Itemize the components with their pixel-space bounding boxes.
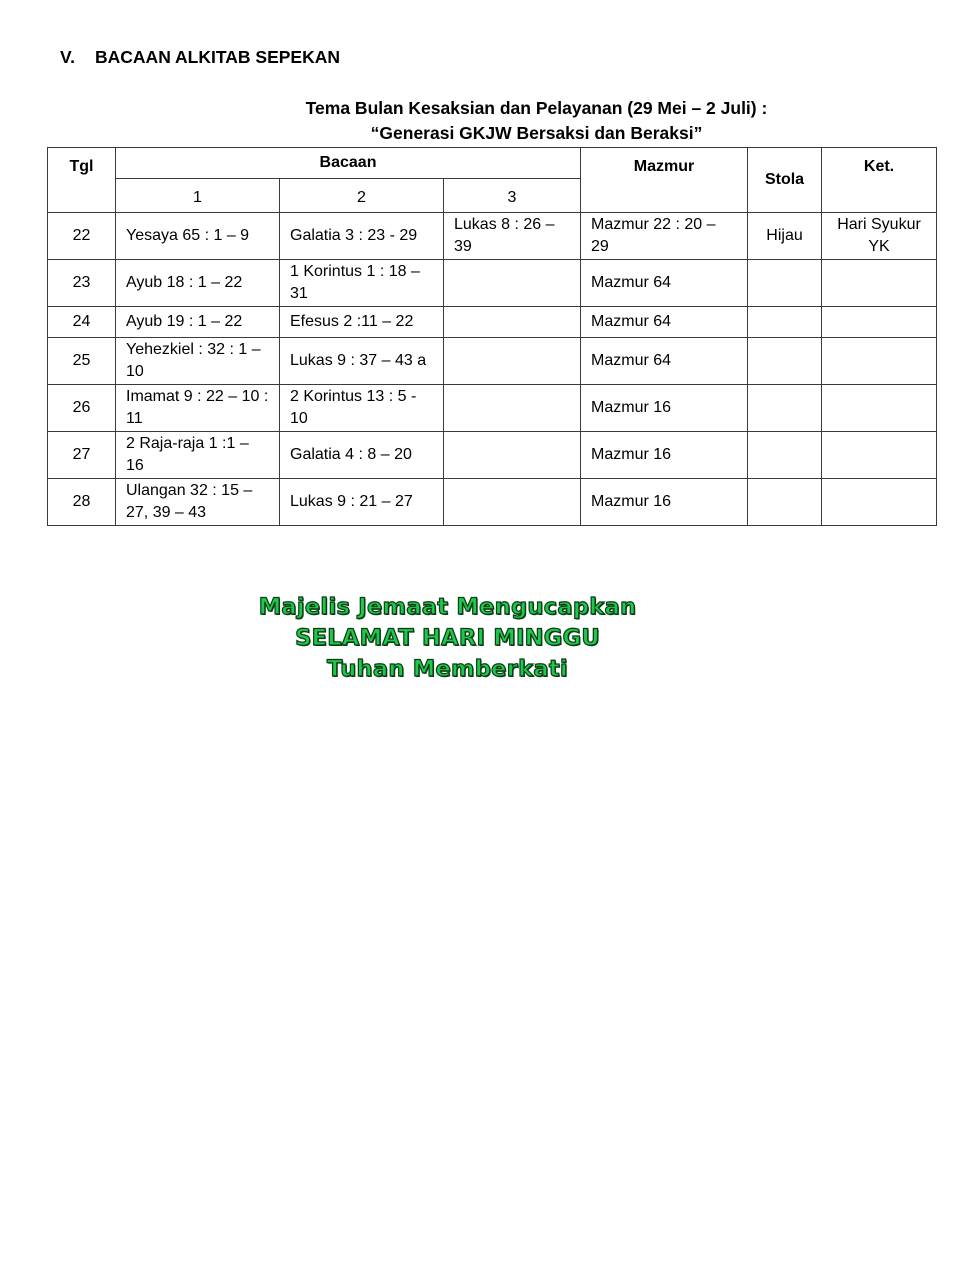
- cell-ket: Hari Syukur YK: [822, 213, 937, 260]
- table-row: [48, 479, 937, 526]
- section-heading: [60, 47, 340, 68]
- cell-stola: [748, 432, 822, 479]
- weekly-readings-table: [47, 147, 937, 526]
- cell-mazmur: Mazmur 16: [581, 432, 748, 479]
- cell-bacaan-3: [444, 260, 581, 307]
- cell-mazmur: Mazmur 64: [581, 338, 748, 385]
- table-row: [48, 213, 937, 260]
- table-row: [48, 307, 937, 338]
- section-number: V.: [60, 47, 75, 67]
- cell-bacaan-1: Yesaya 65 : 1 – 9: [116, 213, 280, 260]
- header-bacaan: Bacaan: [116, 148, 581, 179]
- cell-tgl: 26: [48, 385, 116, 432]
- cell-bacaan-2: Efesus 2 :11 – 22: [280, 307, 444, 338]
- cell-bacaan-2: 2 Korintus 13 : 5 - 10: [280, 385, 444, 432]
- table-row: [48, 432, 937, 479]
- cell-bacaan-3: [444, 307, 581, 338]
- cell-ket: [822, 338, 937, 385]
- cell-tgl: 24: [48, 307, 116, 338]
- cell-mazmur: Mazmur 22 : 20 – 29: [581, 213, 748, 260]
- cell-mazmur: Mazmur 64: [581, 260, 748, 307]
- cell-stola: [748, 307, 822, 338]
- header-ket: Ket.: [822, 148, 937, 213]
- cell-mazmur: Mazmur 16: [581, 385, 748, 432]
- section-title: BACAAN ALKITAB SEPEKAN: [95, 47, 340, 67]
- header-mazmur: Mazmur: [581, 148, 748, 213]
- cell-mazmur: Mazmur 64: [581, 307, 748, 338]
- table-row: [48, 338, 937, 385]
- theme-line-1: Tema Bulan Kesaksian dan Pelayanan (29 Mei – 2 Juli) :: [305, 98, 768, 118]
- cell-bacaan-3: [444, 479, 581, 526]
- cell-ket: [822, 260, 937, 307]
- cell-tgl: 27: [48, 432, 116, 479]
- cell-stola: [748, 260, 822, 307]
- cell-bacaan-1: Yehezkiel : 32 : 1 – 10: [116, 338, 280, 385]
- cell-bacaan-1: 2 Raja-raja 1 :1 – 16: [116, 432, 280, 479]
- header-bacaan-3: 3: [444, 179, 581, 213]
- header-bacaan-1: 1: [116, 179, 280, 213]
- cell-bacaan-2: Lukas 9 : 37 – 43 a: [280, 338, 444, 385]
- cell-ket: [822, 385, 937, 432]
- cell-tgl: 23: [48, 260, 116, 307]
- cell-bacaan-2: 1 Korintus 1 : 18 – 31: [280, 260, 444, 307]
- table-row: [48, 260, 937, 307]
- header-bacaan-2: 2: [280, 179, 444, 213]
- cell-stola: [748, 338, 822, 385]
- cell-bacaan-3: [444, 432, 581, 479]
- cell-mazmur: Mazmur 16: [581, 479, 748, 526]
- cell-stola: [748, 479, 822, 526]
- theme-line-2: “Generasi GKJW Bersaksi dan Beraksi”: [370, 123, 703, 143]
- cell-bacaan-1: Ayub 18 : 1 – 22: [116, 260, 280, 307]
- table-row: [48, 385, 937, 432]
- cell-tgl: 25: [48, 338, 116, 385]
- blessing-line-3: Tuhan Memberkati: [327, 656, 568, 682]
- cell-bacaan-2: Galatia 4 : 8 – 20: [280, 432, 444, 479]
- cell-bacaan-3: Lukas 8 : 26 – 39: [444, 213, 581, 260]
- header-tgl: Tgl: [48, 148, 116, 213]
- cell-bacaan-1: Ayub 19 : 1 – 22: [116, 307, 280, 338]
- cell-bacaan-3: [444, 385, 581, 432]
- cell-stola: Hijau: [748, 213, 822, 260]
- cell-tgl: 28: [48, 479, 116, 526]
- cell-stola: [748, 385, 822, 432]
- blessing-line-2: SELAMAT HARI MINGGU: [295, 625, 600, 651]
- cell-bacaan-3: [444, 338, 581, 385]
- cell-bacaan-2: Lukas 9 : 21 – 27: [280, 479, 444, 526]
- cell-tgl: 22: [48, 213, 116, 260]
- cell-bacaan-1: Ulangan 32 : 15 – 27, 39 – 43: [116, 479, 280, 526]
- cell-ket: [822, 432, 937, 479]
- header-stola: Stola: [748, 148, 822, 213]
- cell-bacaan-1: Imamat 9 : 22 – 10 : 11: [116, 385, 280, 432]
- blessing-line-1: Majelis Jemaat Mengucapkan: [258, 594, 637, 620]
- cell-bacaan-2: Galatia 3 : 23 - 29: [280, 213, 444, 260]
- cell-ket: [822, 307, 937, 338]
- cell-ket: [822, 479, 937, 526]
